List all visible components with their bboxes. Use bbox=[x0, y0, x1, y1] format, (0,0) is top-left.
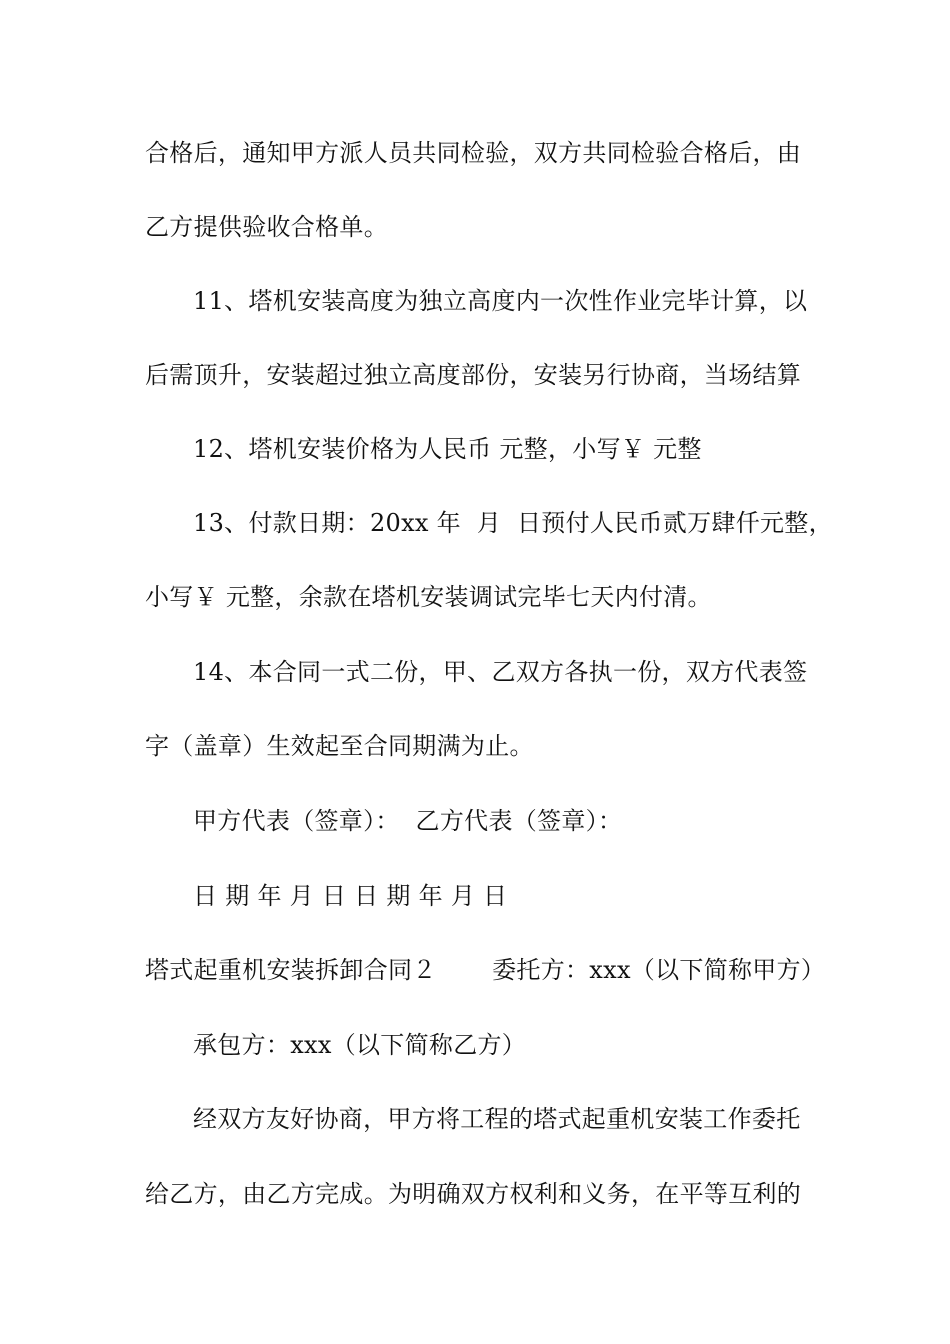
clause-13-line-2: 小写￥ 元整，余款在塔机安装调试完毕七天内付清。 bbox=[145, 583, 712, 611]
preamble-line-1: 经双方友好协商，甲方将工程的塔式起重机安装工作委托 bbox=[193, 1105, 801, 1133]
text-line-2: 乙方提供验收合格单。 bbox=[145, 213, 388, 241]
clause-11-line-2: 后需顶升，安装超过独立高度部份，安装另行协商，当场结算 bbox=[145, 361, 802, 389]
signature-line: 甲方代表（签章）： 乙方代表（签章）： bbox=[193, 807, 623, 835]
clause-14-line-2: 字（盖章）生效起至合同期满为止。 bbox=[145, 732, 534, 760]
contract-2-title: 塔式起重机安装拆卸合同２ 委托方：xxx（以下简称甲方） bbox=[145, 956, 826, 984]
clause-12: 12、塔机安装价格为人民币 元整，小写￥ 元整 bbox=[193, 435, 702, 463]
clause-14-line-1: 14、本合同一式二份，甲、乙双方各执一份，双方代表签 bbox=[193, 658, 808, 686]
clause-11-line-1: 11、塔机安装高度为独立高度内一次性作业完毕计算，以 bbox=[193, 287, 808, 315]
text-line-1: 合格后，通知甲方派人员共同检验，双方共同检验合格后，由 bbox=[145, 139, 802, 167]
contractor-line: 承包方：xxx（以下简称乙方） bbox=[193, 1031, 527, 1059]
clause-13-line-1: 13、付款日期：20xx 年 月 日预付人民币贰万肆仟元整， bbox=[193, 509, 833, 537]
preamble-line-2: 给乙方，由乙方完成。为明确双方权利和义务，在平等互利的 bbox=[145, 1180, 802, 1208]
date-line: 日 期 年 月 日 日 期 年 月 日 bbox=[193, 882, 508, 910]
